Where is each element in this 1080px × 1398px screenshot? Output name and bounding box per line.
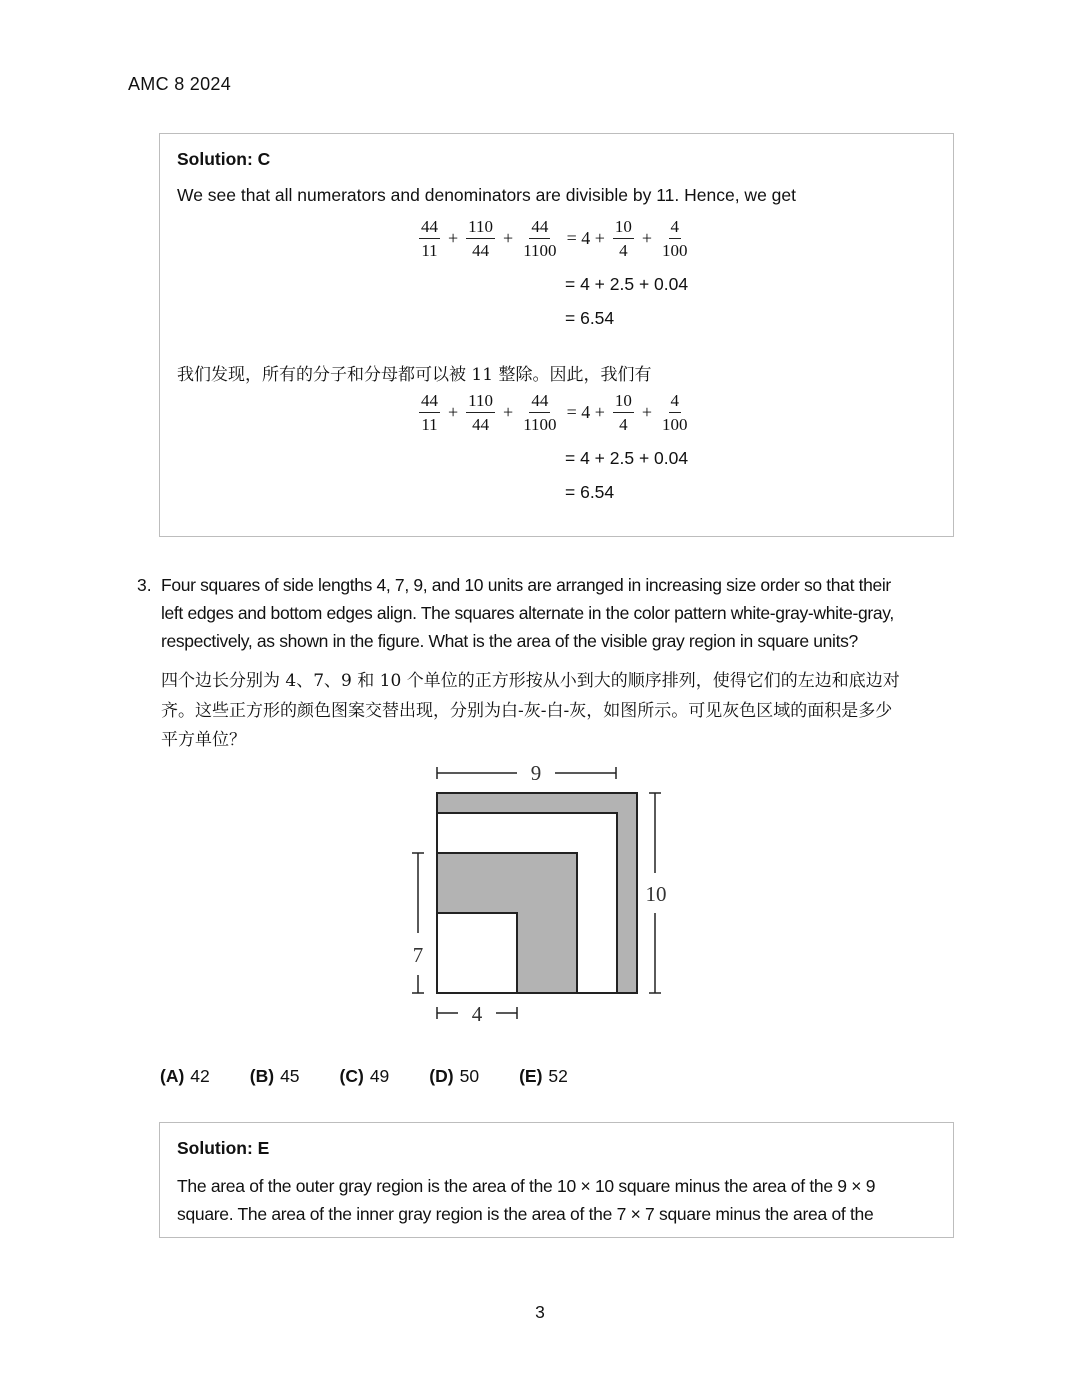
fraction: $\frac{44}{11}$ xyxy=(421,391,438,434)
problem-text-zh-line: 平方单位？ xyxy=(161,730,246,750)
equation-step-2-en: = 4 + 2.5 + 0.04 xyxy=(565,274,689,294)
choice-e[interactable]: (E) 52 xyxy=(519,1066,568,1086)
fraction: $\frac{44}{1100}$ xyxy=(523,217,557,260)
equation-step-2-zh: = 4 + 2.5 + 0.04 xyxy=(565,448,689,468)
problem-text-zh-line: 四个边长分别为 4、7、9 和 10 个单位的正方形按从小到大的顺序排列，使得它们的左边和底边对 xyxy=(161,671,900,691)
fraction: $\frac{4}{100}$ xyxy=(662,217,688,260)
problem-text-en-line: respectively, as shown in the figure. What is the area of the visible gray region in square units? xyxy=(161,631,858,651)
problem-text-zh-line: 齐。这些正方形的颜色图案交替出现，分别为白-灰-白-灰，如图所示。可见灰色区域的面积是多少 xyxy=(161,701,893,721)
solution-intro-zh: 我们发现，所有的分子和分母都可以被 11 整除。因此，我们有 xyxy=(177,365,652,385)
dimension-label-bottom: 4 xyxy=(471,1002,483,1026)
dimension-label-right: 10 xyxy=(645,882,667,906)
solution-box-c xyxy=(159,133,954,537)
equation-step-3-zh: = 6.54 xyxy=(565,482,615,502)
choice-d[interactable]: (D) 50 xyxy=(429,1066,480,1086)
fraction: $\frac{44}{1100}$ xyxy=(523,391,557,434)
solution-box-e xyxy=(159,1122,954,1238)
answer-choices xyxy=(160,1066,608,1087)
fraction-equation-zh: $\frac{44}{11}$ + $\frac{110}{44}$ + $\frac{44}{1100}$ = 4 + $\frac{10}{4}$ + $\frac{4}{100}$ xyxy=(421,391,688,434)
fraction: $\frac{10}{4}$ xyxy=(614,217,632,260)
solution-intro-en: We see that all numerators and denominators are divisible by 11. Hence, we get xyxy=(177,185,796,205)
fraction: $\frac{10}{4}$ xyxy=(614,391,632,434)
dimension-label-top: 9 xyxy=(530,761,542,785)
fraction-equation-en: $\frac{44}{11}$ + $\frac{110}{44}$ + $\frac{44}{1100}$ = 4 + $\frac{10}{4}$ + $\frac{4}{100}$ xyxy=(421,217,688,260)
dimension-label-left: 7 xyxy=(412,943,424,967)
choice-b[interactable]: (B) 45 xyxy=(249,1066,300,1086)
page-number: 3 xyxy=(535,1302,545,1322)
choice-c[interactable]: (C) 49 xyxy=(339,1066,390,1086)
nested-squares-figure xyxy=(400,755,690,1035)
solution-title: Solution: C xyxy=(177,149,271,169)
dimension-top xyxy=(437,767,616,779)
fraction: $\frac{4}{100}$ xyxy=(662,391,688,434)
problem-text-en-line: Four squares of side lengths 4, 7, 9, and 10 units are arranged in increasing size order so that their xyxy=(161,575,891,595)
dimension-left xyxy=(412,853,424,993)
problem-number: 3. xyxy=(137,575,152,595)
square-side-4 xyxy=(437,913,517,993)
solution-title: Solution: E xyxy=(177,1138,270,1158)
problem-text-en-line: left edges and bottom edges align. The squares alternate in the color pattern white-gray-white-gray, xyxy=(161,603,894,623)
solution-text-line: The area of the outer gray region is the area of the 10 × 10 square minus the area of the 9 × 9 xyxy=(177,1176,876,1196)
fraction: $\frac{110}{44}$ xyxy=(468,391,494,434)
choice-a[interactable]: (A) 42 xyxy=(160,1066,210,1086)
fraction: $\frac{110}{44}$ xyxy=(468,217,494,260)
equation-step-3-en: = 6.54 xyxy=(565,308,615,328)
solution-text-line: square. The area of the inner gray region is the area of the 7 × 7 square minus the area of the xyxy=(177,1204,874,1224)
document-header: AMC 8 2024 xyxy=(128,74,232,94)
fraction: $\frac{44}{11}$ xyxy=(421,217,438,260)
